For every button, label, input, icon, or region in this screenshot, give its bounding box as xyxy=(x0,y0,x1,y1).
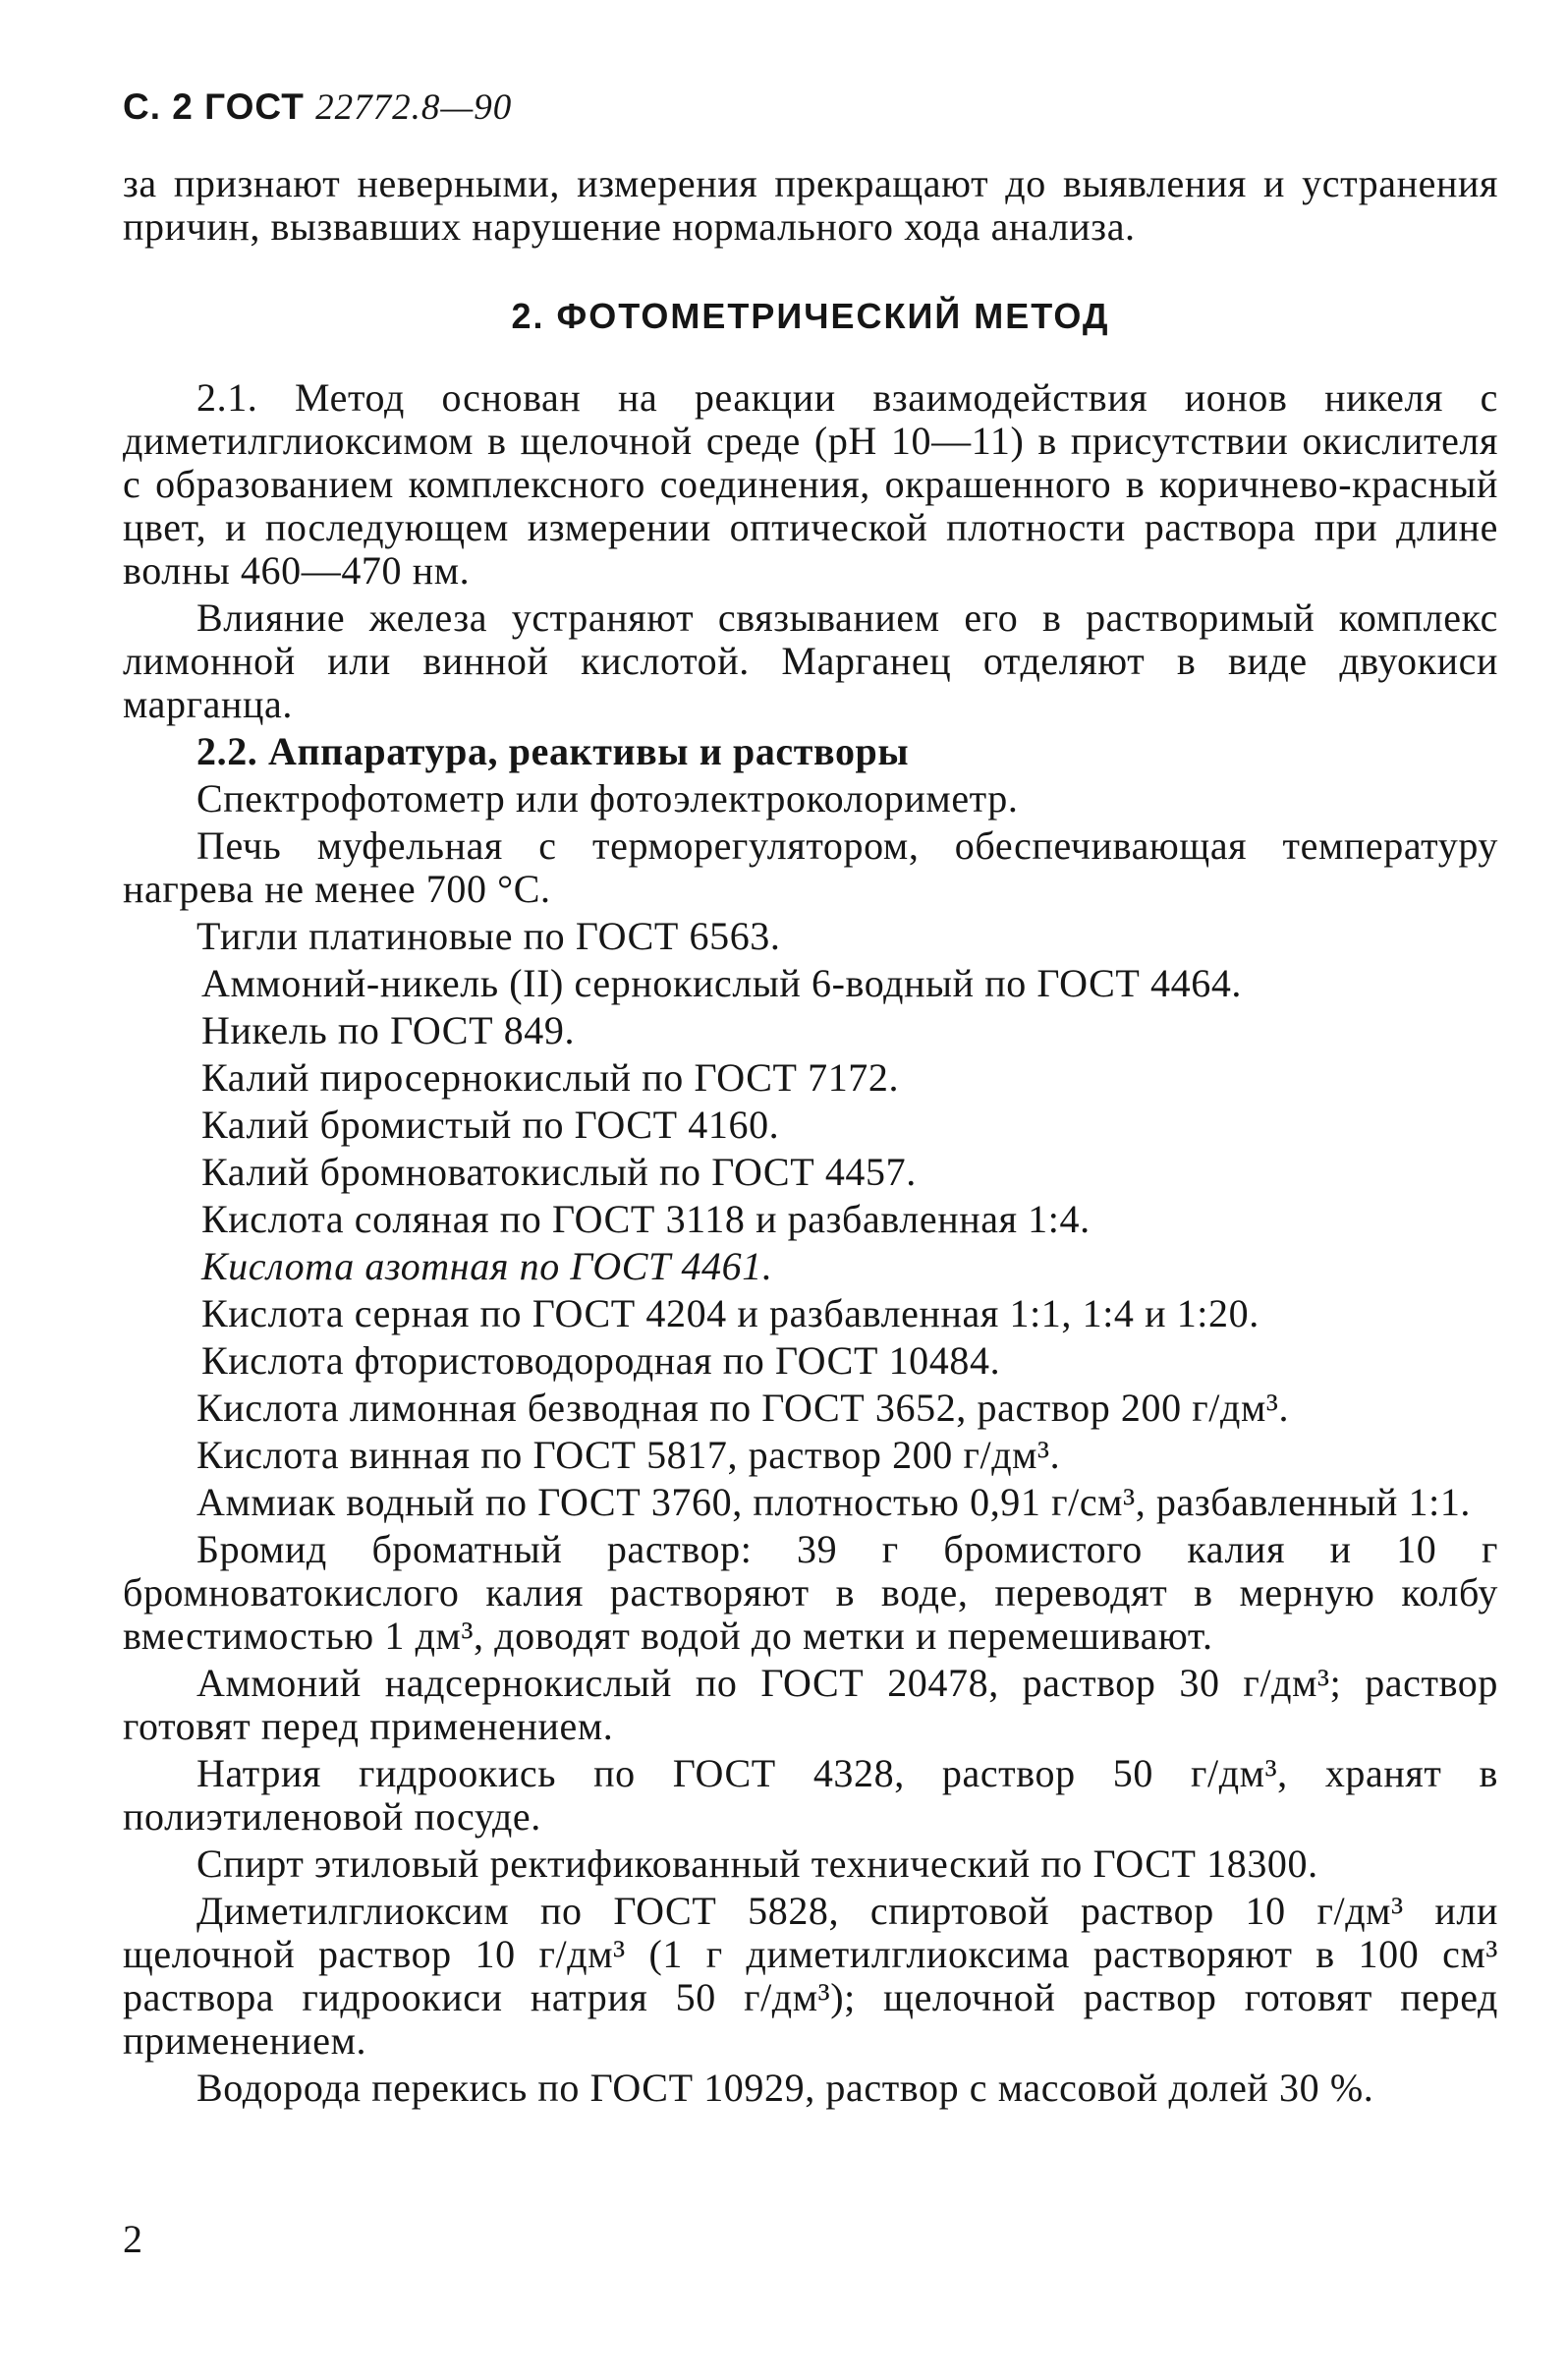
header-gost-label: ГОСТ xyxy=(204,86,305,127)
list-item: Кислота фтористоводородная по ГОСТ 10484. xyxy=(201,1338,1001,1383)
interference-paragraph: Влияние железа устраняют связыванием его в растворимый комплекс лимонной или винной кислотой. Марганец отделяют в виде двуокиси марганца. xyxy=(123,595,1498,726)
clause-2-2-title: 2.2. Аппаратура, реактивы и растворы xyxy=(196,729,910,773)
page-number: 2 xyxy=(123,2217,142,2261)
list-item: Калий бромноватокислый по ГОСТ 4457. xyxy=(201,1150,917,1194)
clause-2-1: 2.1. Метод основан на реакции взаимодействия ионов никеля с диметилглиоксимом в щелочной среде (рН 10—11) в присутствии окислителя с образованием комплексного соединения, окрашенного в коричнево-красный цвет, и последующем измерении оптической плотности раствора при длине волны 460—470 нм. xyxy=(123,375,1498,593)
list-item: Бромид броматный раствор: 39 г бромистого калия и 10 г бромноватокислого калия растворяют в воде, переводят в мерную колбу вместимостью 1 дм³, доводят водой до метки и перемешивают. xyxy=(123,1527,1498,1658)
list-item: Диметилглиоксим по ГОСТ 5828, спиртовой раствор 10 г/дм³ или щелочной раствор 10 г/дм³ (1 г диметилглиоксима растворяют в 100 см³ раствора гидроокиси натрия 50 г/дм³); щелочной раствор готовят перед применением. xyxy=(123,1889,1498,2063)
list-item: Калий бромистый по ГОСТ 4160. xyxy=(201,1103,780,1147)
list-item: Кислота соляная по ГОСТ 3118 и разбавленная 1:4. xyxy=(201,1197,1091,1241)
list-item: Тигли платиновые по ГОСТ 6563. xyxy=(196,914,781,958)
list-item: Спирт этиловый ректификованный технический по ГОСТ 18300. xyxy=(196,1842,1318,1886)
list-item: Кислота лимонная безводная по ГОСТ 3652, раствор 200 г/дм³. xyxy=(196,1386,1290,1430)
list-item: Кислота серная по ГОСТ 4204 и разбавленная 1:1, 1:4 и 1:20. xyxy=(201,1291,1259,1335)
header-page-prefix: С. 2 xyxy=(123,86,194,127)
header-gost-number: 22772.8—90 xyxy=(315,87,513,128)
list-item: Калий пиросернокислый по ГОСТ 7172. xyxy=(201,1055,900,1100)
list-item: Спектрофотометр или фотоэлектроколориметр. xyxy=(196,776,1019,821)
intro-paragraph: за признают неверными, измерения прекращают до выявления и устранения причин, вызвавших нарушение нормального хода анализа. xyxy=(123,161,1498,249)
list-item: Аммоний-никель (II) сернокислый 6-водный по ГОСТ 4464. xyxy=(201,961,1243,1005)
list-item: Кислота азотная по ГОСТ 4461. xyxy=(201,1244,773,1288)
list-item: Аммиак водный по ГОСТ 3760, плотностью 0,91 г/см³, разбавленный 1:1. xyxy=(196,1480,1472,1524)
list-item: Водорода перекись по ГОСТ 10929, раствор с массовой долей 30 %. xyxy=(196,2066,1374,2110)
running-header xyxy=(123,86,1498,129)
list-item: Натрия гидроокись по ГОСТ 4328, раствор 50 г/дм³, хранят в полиэтиленовой посуде. xyxy=(123,1751,1498,1839)
list-item: Печь муфельная с терморегулятором, обеспечивающая температуру нагрева не менее 700 °С. xyxy=(123,823,1498,911)
list-item: Никель по ГОСТ 849. xyxy=(201,1008,576,1052)
section-title: 2. ФОТОМЕТРИЧЕСКИЙ МЕТОД xyxy=(511,296,1110,336)
list-item: Аммоний надсернокислый по ГОСТ 20478, раствор 30 г/дм³; раствор готовят перед применением. xyxy=(123,1661,1498,1748)
list-item: Кислота винная по ГОСТ 5817, раствор 200 г/дм³. xyxy=(196,1433,1061,1477)
document-page xyxy=(123,86,1498,2110)
